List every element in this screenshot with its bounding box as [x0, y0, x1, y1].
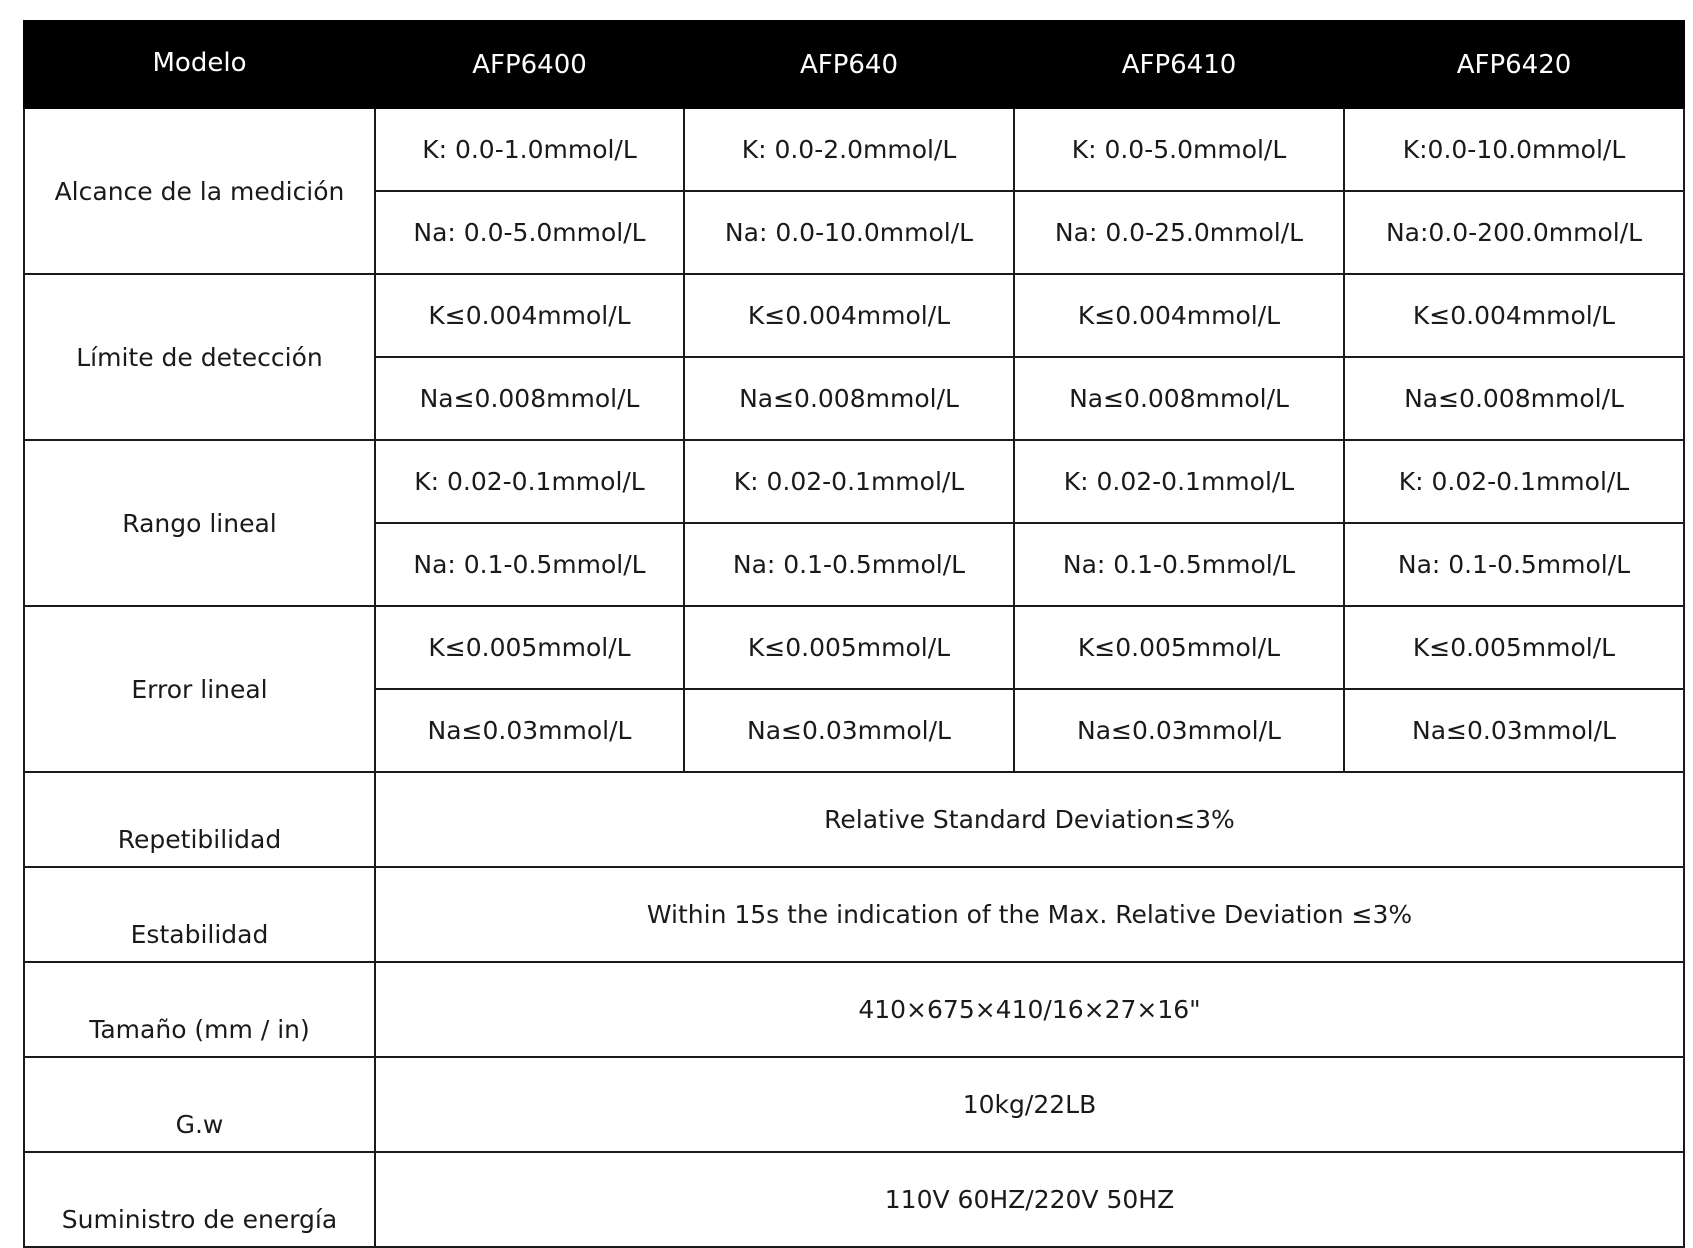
row-label-measurement-range: Alcance de la medición	[24, 108, 375, 274]
table-cell: K: 0.02-0.1mmol/L	[1344, 440, 1684, 523]
table-cell: K: 0.0-1.0mmol/L	[375, 108, 684, 191]
row-label-size: Tamaño (mm / in)	[24, 962, 375, 1057]
table-cell-merged: Relative Standard Deviation≤3%	[375, 772, 1684, 867]
model-header-afp6410: AFP6410	[1014, 21, 1344, 108]
table-cell: K≤0.005mmol/L	[684, 606, 1014, 689]
table-row	[24, 1152, 1684, 1247]
model-header-afp6400: AFP6400	[375, 21, 684, 108]
table-cell: Na: 0.0-10.0mmol/L	[684, 191, 1014, 274]
table-cell: Na≤0.008mmol/L	[375, 357, 684, 440]
table-cell: Na: 0.1-0.5mmol/L	[684, 523, 1014, 606]
table-cell: Na: 0.0-25.0mmol/L	[1014, 191, 1344, 274]
table-cell: K: 0.0-5.0mmol/L	[1014, 108, 1344, 191]
table-cell: Na≤0.03mmol/L	[1344, 689, 1684, 772]
table-cell: K: 0.02-0.1mmol/L	[1014, 440, 1344, 523]
table-cell: K≤0.004mmol/L	[684, 274, 1014, 357]
table-row	[24, 962, 1684, 1057]
model-header-label: Modelo	[24, 21, 375, 108]
table-cell: K≤0.005mmol/L	[1344, 606, 1684, 689]
header-row	[24, 21, 1684, 108]
table-cell: Na:0.0-200.0mmol/L	[1344, 191, 1684, 274]
table-cell-merged: 410×675×410/16×27×16"	[375, 962, 1684, 1057]
model-header-afp640: AFP640	[684, 21, 1014, 108]
table-cell: Na≤0.008mmol/L	[684, 357, 1014, 440]
table-row	[24, 867, 1684, 962]
table-cell: K≤0.004mmol/L	[1014, 274, 1344, 357]
table-cell: K:0.0-10.0mmol/L	[1344, 108, 1684, 191]
table-row	[24, 274, 1684, 357]
row-label-stability: Estabilidad	[24, 867, 375, 962]
table-cell: Na≤0.008mmol/L	[1014, 357, 1344, 440]
table-cell: K≤0.004mmol/L	[1344, 274, 1684, 357]
table-row	[24, 108, 1684, 191]
table-cell: Na: 0.1-0.5mmol/L	[1014, 523, 1344, 606]
table-cell: Na: 0.1-0.5mmol/L	[375, 523, 684, 606]
table-row	[24, 1057, 1684, 1152]
table-cell: K≤0.005mmol/L	[375, 606, 684, 689]
table-cell: Na≤0.03mmol/L	[375, 689, 684, 772]
row-label-power-supply: Suministro de energía	[24, 1152, 375, 1247]
table-cell-merged: 110V 60HZ/220V 50HZ	[375, 1152, 1684, 1247]
table-cell: Na≤0.008mmol/L	[1344, 357, 1684, 440]
table-row	[24, 772, 1684, 867]
table-cell: K≤0.005mmol/L	[1014, 606, 1344, 689]
table-cell: K: 0.02-0.1mmol/L	[684, 440, 1014, 523]
table-cell: K≤0.004mmol/L	[375, 274, 684, 357]
table-cell: Na≤0.03mmol/L	[684, 689, 1014, 772]
table-row	[24, 606, 1684, 689]
table-row	[24, 440, 1684, 523]
spec-table	[23, 20, 1685, 1248]
row-label-linear-range: Rango lineal	[24, 440, 375, 606]
table-cell: K: 0.0-2.0mmol/L	[684, 108, 1014, 191]
row-label-linear-error: Error lineal	[24, 606, 375, 772]
table-cell-merged: 10kg/22LB	[375, 1057, 1684, 1152]
row-label-repeatability: Repetibilidad	[24, 772, 375, 867]
table-cell-merged: Within 15s the indication of the Max. Relative Deviation ≤3%	[375, 867, 1684, 962]
table-cell: Na: 0.1-0.5mmol/L	[1344, 523, 1684, 606]
table-cell: Na: 0.0-5.0mmol/L	[375, 191, 684, 274]
row-label-gross-weight: G.w	[24, 1057, 375, 1152]
model-header-afp6420: AFP6420	[1344, 21, 1684, 108]
table-cell: K: 0.02-0.1mmol/L	[375, 440, 684, 523]
table-cell: Na≤0.03mmol/L	[1014, 689, 1344, 772]
row-label-detection-limit: Límite de detección	[24, 274, 375, 440]
